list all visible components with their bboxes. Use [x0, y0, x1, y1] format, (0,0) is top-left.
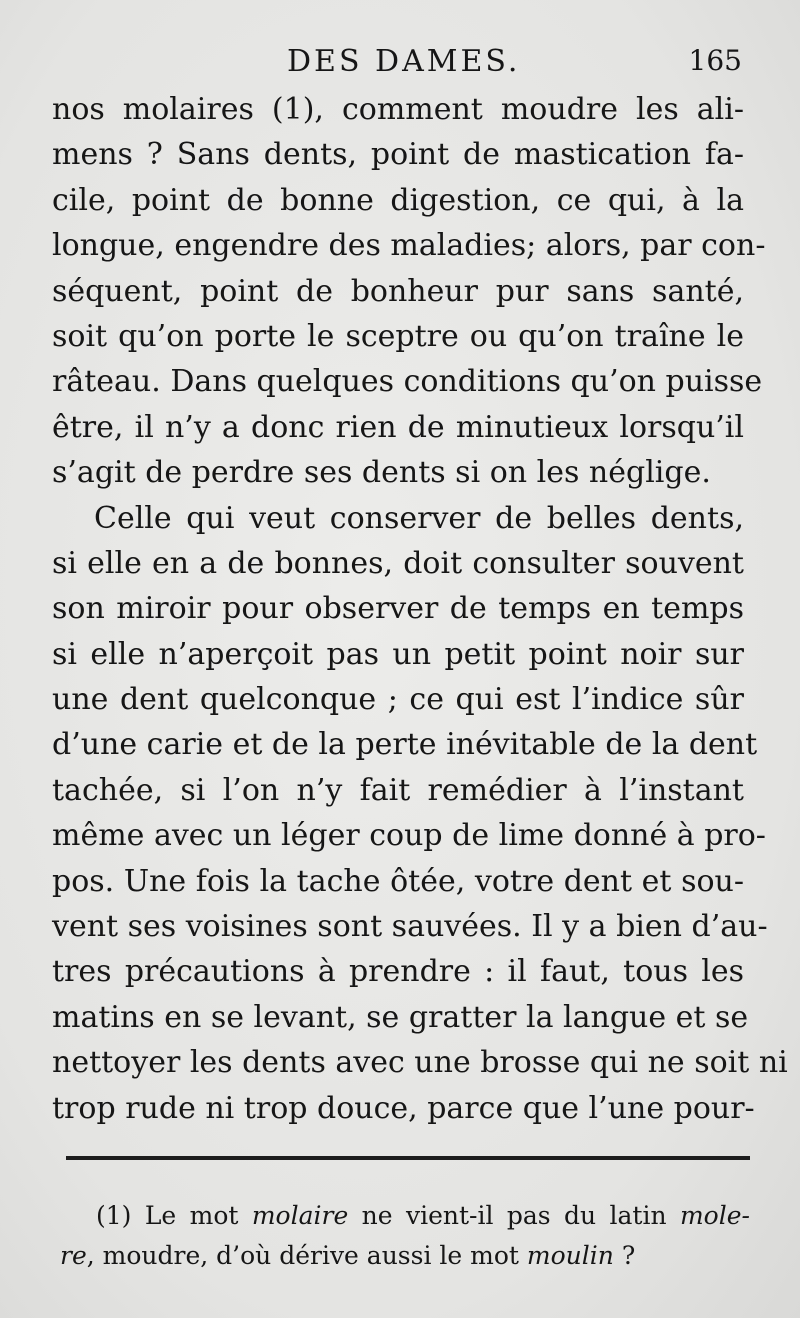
text-line: râteau. Dans quelques conditions qu’on puisse [52, 364, 763, 400]
text-line: mens ? Sans dents, point de mastication fa- [52, 137, 744, 173]
text-line: d’une carie et de la perte inévitable de la dent [52, 727, 758, 763]
text-line: vent ses voisines sont sauvées. Il y a bien d’au- [52, 909, 768, 945]
text-line: pos. Une fois la tache ôtée, votre dent et sou- [52, 863, 744, 899]
text-line: séquent, point de bonheur pur sans santé, [52, 273, 744, 309]
footnote-italic-term: molaire [251, 1201, 349, 1230]
text-line: tachée, si l’on n’y fait remédier à l’instant [52, 772, 744, 808]
footnote-marker: (1) [96, 1201, 132, 1230]
text-line: longue, engendre des maladies; alors, par con- [52, 228, 766, 264]
text-line: être, il n’y a donc rien de minutieux lorsqu’il [52, 409, 744, 445]
footnote-text: , moudre, d’où dérive aussi le mot [86, 1241, 519, 1270]
page-number: 165 [688, 44, 742, 77]
page-header [0, 44, 800, 84]
text-line: soit qu’on porte le sceptre ou qu’on traîne le [52, 318, 744, 354]
text-line: une dent quelconque ; ce qui est l’indice sûr [52, 682, 744, 718]
footnote-line [60, 1196, 750, 1236]
text-line: cile, point de bonne digestion, ce qui, à la [52, 182, 744, 218]
text-line: matins en se levant, se gratter la langue et se [52, 999, 749, 1035]
footnote-text: ? [621, 1241, 636, 1270]
footnote-italic-term: re [60, 1241, 87, 1270]
text-line: nos molaires (1), comment moudre les ali- [52, 92, 744, 127]
body-text [52, 87, 788, 1131]
footnote-italic-term: mole- [679, 1201, 750, 1230]
text-line: si elle en a de bonnes, doit consulter souvent [52, 545, 744, 581]
running-head: DES DAMES. [287, 44, 521, 79]
text-line: Celle qui veut conserver de belles dents, [94, 500, 744, 536]
text-line: tres précautions à prendre : il faut, tous les [52, 954, 744, 990]
text-line: son miroir pour observer de temps en temps [52, 591, 744, 627]
text-line: trop rude ni trop douce, parce que l’une pour- [52, 1090, 755, 1126]
text-line: nettoyer les dents avec une brosse qui ne soit ni [52, 1045, 788, 1081]
text-line: s’agit de perdre ses dents si on les néglige. [52, 455, 711, 491]
footnote-italic-term: moulin [526, 1241, 614, 1270]
footnote-line [60, 1236, 750, 1276]
text-line: même avec un léger coup de lime donné à pro- [52, 818, 766, 854]
footnote-text: ne vient-il pas du latin [361, 1201, 667, 1230]
footnote-rule [66, 1156, 750, 1160]
footnote [60, 1196, 750, 1276]
footnote-text: Le mot [144, 1201, 239, 1230]
text-line: si elle n’aperçoit pas un petit point noir sur [52, 636, 744, 672]
